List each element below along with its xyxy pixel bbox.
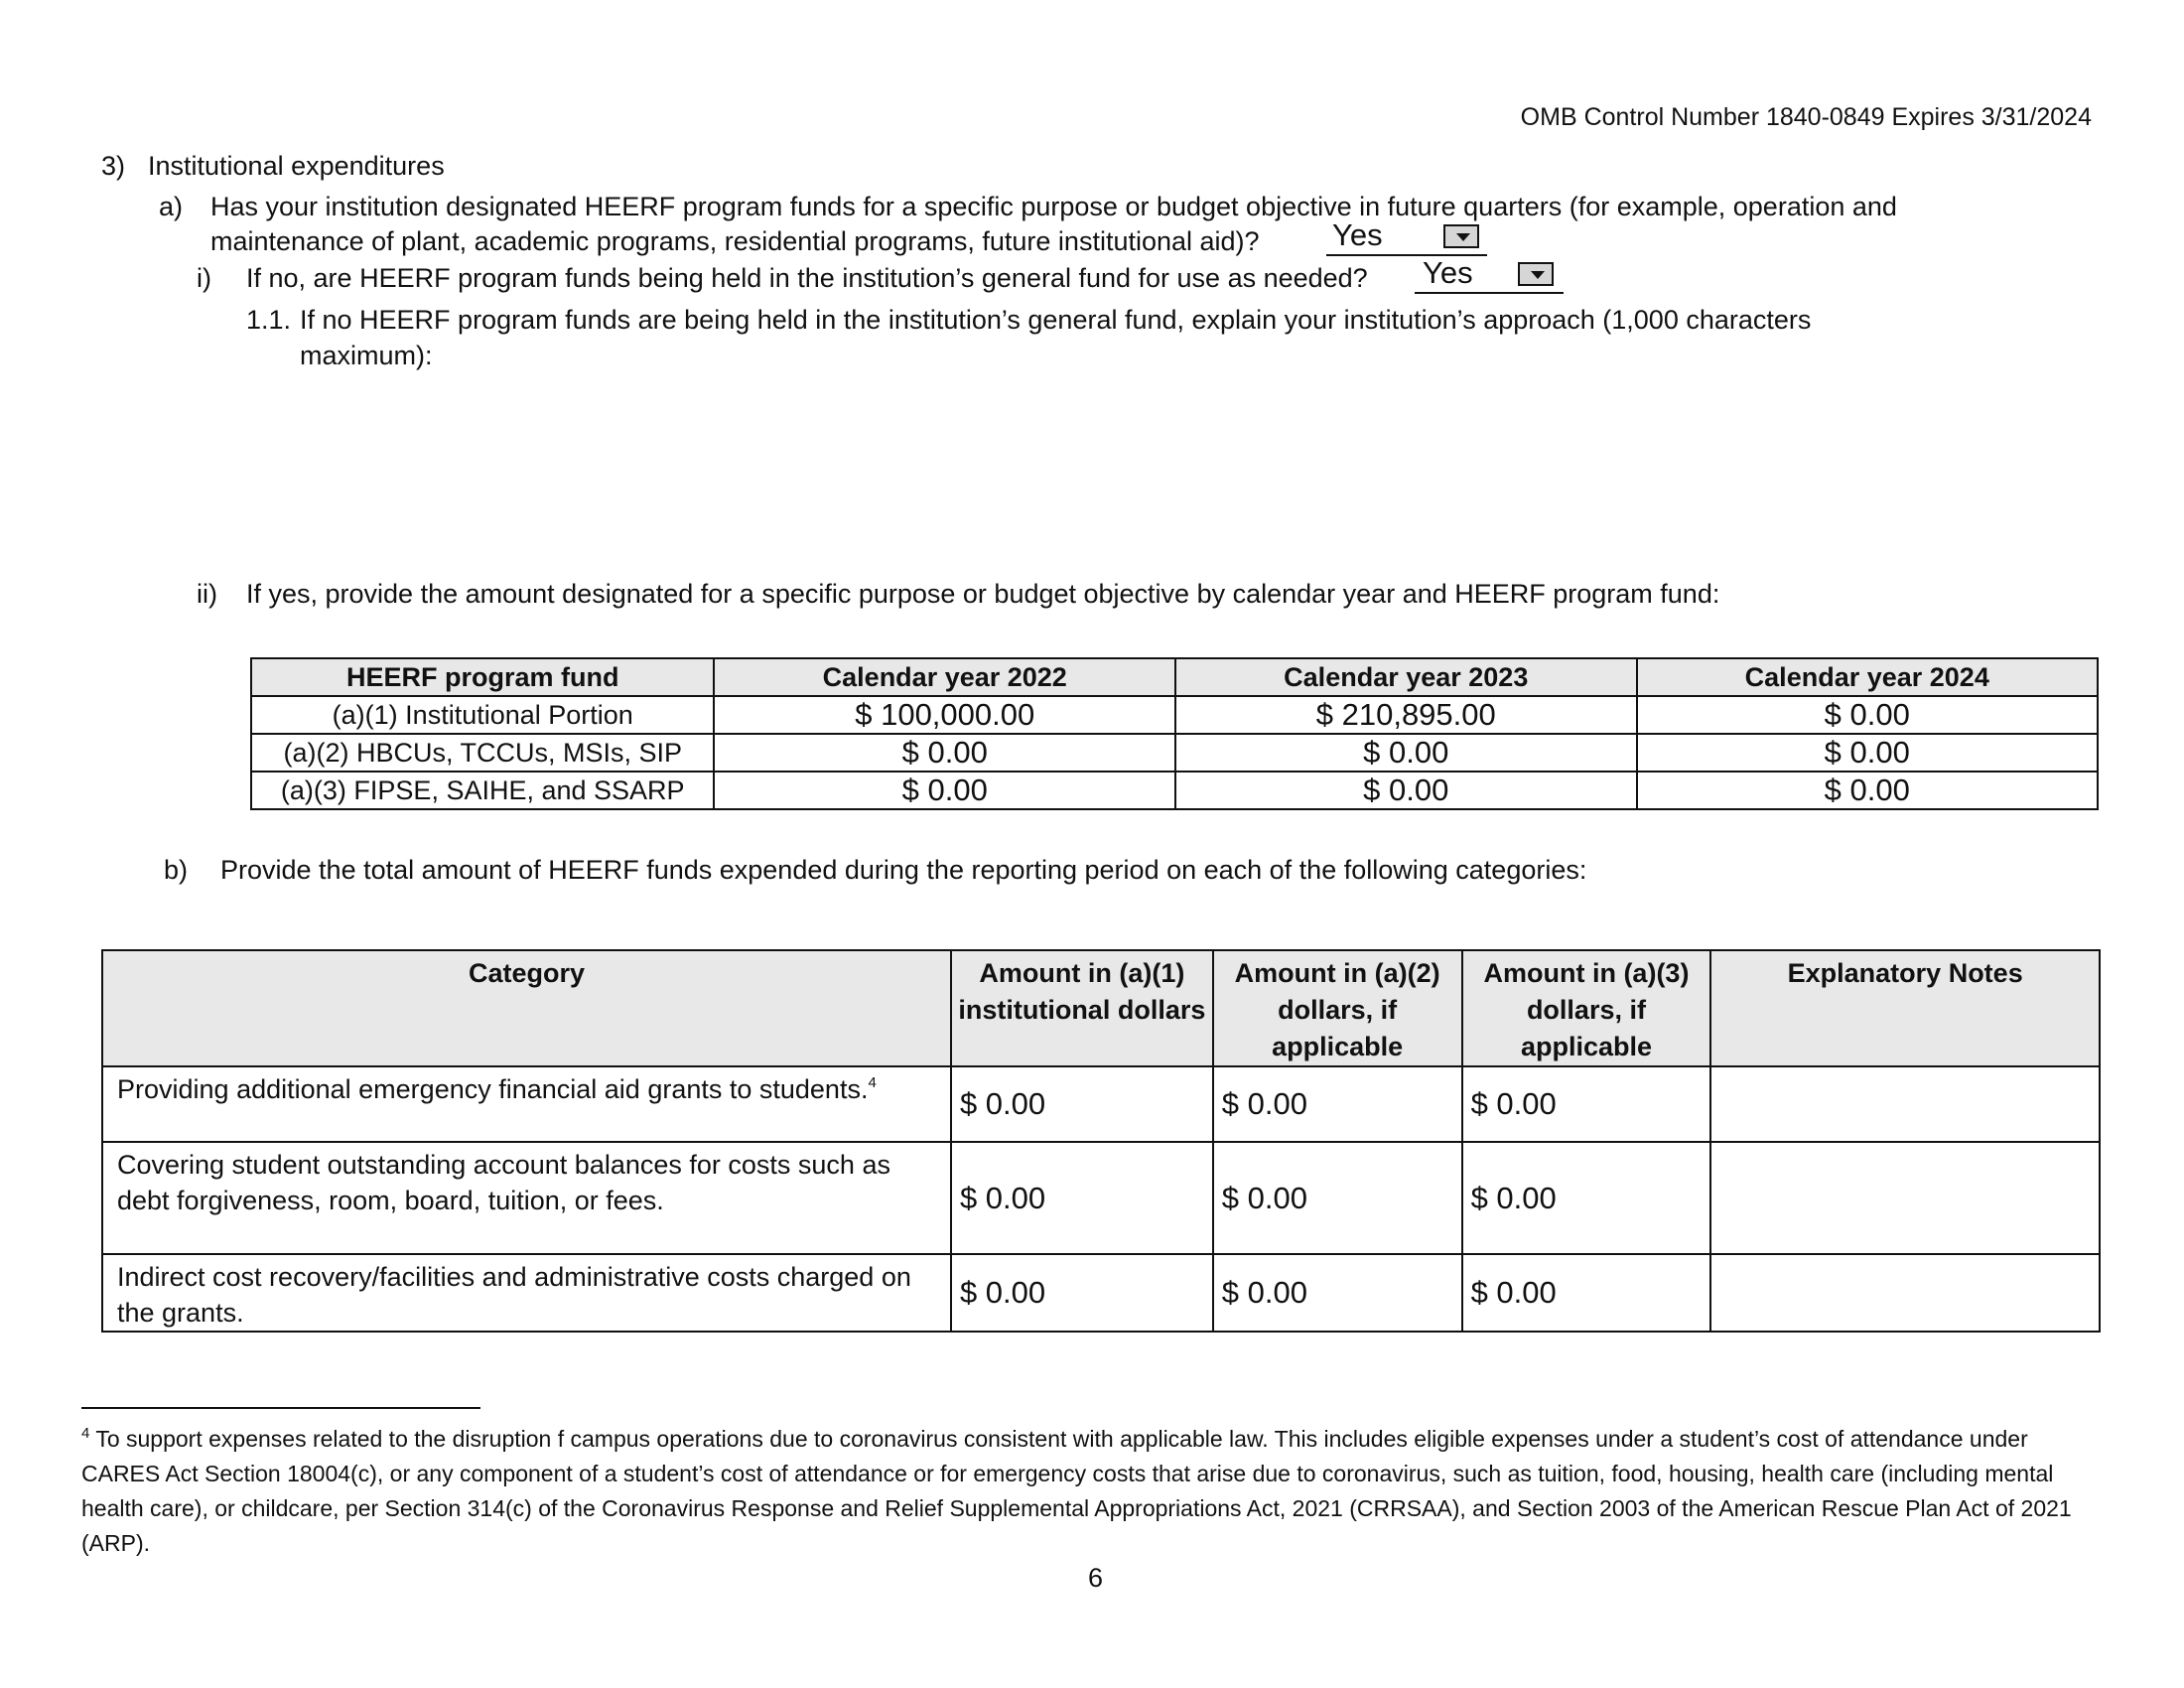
col-header-2023: Calendar year 2023 — [1175, 658, 1637, 696]
amount-field[interactable]: $ 0.00 — [1462, 1142, 1711, 1254]
col-header-a1-line2: institutional dollars — [958, 995, 1206, 1025]
question-a-line1: Has your institution designated HEERF program funds for a specific purpose or budget objective in future quarters (for example, operation and — [210, 192, 1897, 221]
table-row — [251, 772, 2098, 809]
amount-field[interactable]: $ 0.00 — [1213, 1142, 1462, 1254]
amount-field[interactable]: $ 0.00 — [714, 734, 1175, 772]
fund-name: (a)(2) HBCUs, TCCUs, MSIs, SIP — [251, 734, 714, 772]
table-header-row — [251, 658, 2098, 696]
question-ii-text: If yes, provide the amount designated for a specific purpose or budget objective by calendar year and HEERF program fund: — [246, 579, 1720, 609]
designated-funds-table — [250, 657, 2099, 810]
table-header-row — [102, 950, 2100, 1066]
amount-field[interactable]: $ 0.00 — [1175, 734, 1637, 772]
question-i-text: If no, are HEERF program funds being held in the institution’s general fund for use as needed? — [246, 263, 1368, 293]
amount-field[interactable]: $ 0.00 — [714, 772, 1175, 809]
col-header-category: Category — [102, 950, 951, 1066]
category-text: Providing additional emergency financial aid grants to students. — [117, 1074, 869, 1104]
category-cell — [102, 1066, 951, 1142]
dropdown-arrow-icon[interactable] — [1518, 262, 1554, 286]
col-header-a2-line3: applicable — [1272, 1032, 1404, 1061]
dropdown-arrow-icon[interactable] — [1443, 224, 1479, 248]
col-header-a1-line1: Amount in (a)(1) — [979, 958, 1185, 988]
amount-field[interactable]: $ 0.00 — [1213, 1254, 1462, 1332]
amount-field[interactable]: $ 0.00 — [951, 1066, 1213, 1142]
amount-field[interactable]: $ 0.00 — [1175, 772, 1637, 809]
col-header-a3-line3: applicable — [1520, 1032, 1652, 1061]
explanatory-notes-field[interactable] — [1710, 1066, 2100, 1142]
question-1-1-line2: maximum): — [300, 341, 433, 370]
question-a-line2: maintenance of plant, academic programs, residential programs, future institutional aid)? — [210, 226, 1260, 256]
amount-field[interactable]: $ 0.00 — [1637, 696, 2098, 734]
table-row — [251, 696, 2098, 734]
question-i-dropdown[interactable] — [1415, 256, 1564, 294]
footnote-marker: 4 — [868, 1074, 877, 1091]
table-row — [102, 1142, 2100, 1254]
col-header-a3-line2: dollars, if — [1526, 995, 1646, 1025]
section-title: Institutional expenditures — [148, 151, 445, 181]
col-header-notes: Explanatory Notes — [1710, 950, 2100, 1066]
amount-field[interactable]: $ 0.00 — [1213, 1066, 1462, 1142]
category-text: Indirect cost recovery/facilities and administrative costs charged on the grants. — [117, 1262, 911, 1328]
explanatory-notes-field[interactable] — [1710, 1142, 2100, 1254]
col-header-2022: Calendar year 2022 — [714, 658, 1175, 696]
footnote-text: To support expenses related to the disruption f campus operations due to coronavirus consistent with applicable law. This includes eligible expenses under a student’s cost of attendance under CARES Act Section 18004(c), or any component of a student’s cost of attendance or for emergency costs that arise due to coronavirus, such as tuition, food, housing, health care (including mental health care), or childcare, per Section 314(c) of the Coronavirus Response and Relief Supplemental Appropriations Act, 2021 (CRRSAA), and Section 2003 of the American Rescue Plan Act of 2021 (ARP). — [81, 1426, 2072, 1556]
question-a-answer: Yes — [1332, 217, 1383, 252]
table-row — [102, 1066, 2100, 1142]
col-header-a3-line1: Amount in (a)(3) — [1483, 958, 1690, 988]
category-cell — [102, 1254, 951, 1332]
amount-field[interactable]: $ 210,895.00 — [1175, 696, 1637, 734]
page-number: 6 — [1088, 1563, 1104, 1593]
col-header-a2-line1: Amount in (a)(2) — [1234, 958, 1440, 988]
fund-name: (a)(1) Institutional Portion — [251, 696, 714, 734]
col-header-a2-line2: dollars, if — [1278, 995, 1398, 1025]
footnote-divider — [81, 1407, 480, 1409]
question-a-label: a) — [159, 192, 184, 221]
fund-name: (a)(3) FIPSE, SAIHE, and SSARP — [251, 772, 714, 809]
expenditures-table — [101, 949, 2101, 1333]
amount-field[interactable]: $ 0.00 — [1462, 1254, 1711, 1332]
amount-field[interactable]: $ 0.00 — [951, 1142, 1213, 1254]
amount-field[interactable]: $ 0.00 — [1637, 734, 2098, 772]
col-header-fund: HEERF program fund — [251, 658, 714, 696]
explanation-text-area[interactable] — [300, 382, 2087, 551]
category-cell — [102, 1142, 951, 1254]
question-b-label: b) — [164, 855, 189, 885]
question-ii-label: ii) — [197, 579, 217, 609]
amount-field[interactable]: $ 0.00 — [1462, 1066, 1711, 1142]
col-header-2024: Calendar year 2024 — [1637, 658, 2098, 696]
col-header-a1 — [951, 950, 1213, 1066]
col-header-a3 — [1462, 950, 1711, 1066]
explanatory-notes-field[interactable] — [1710, 1254, 2100, 1332]
section-number: 3) — [101, 151, 126, 181]
question-i-label: i) — [197, 263, 211, 293]
question-a-dropdown[interactable] — [1326, 217, 1487, 256]
table-row — [102, 1254, 2100, 1332]
table-row — [251, 734, 2098, 772]
footnote — [81, 1422, 2112, 1561]
omb-control-number: OMB Control Number 1840-0849 Expires 3/31/2024 — [1520, 103, 2092, 131]
question-b-text: Provide the total amount of HEERF funds expended during the reporting period on each of the following categories: — [220, 855, 1587, 885]
question-1-1-label: 1.1. — [246, 305, 292, 335]
amount-field[interactable]: $ 0.00 — [951, 1254, 1213, 1332]
question-i-answer: Yes — [1423, 255, 1473, 290]
col-header-a2 — [1213, 950, 1462, 1066]
question-1-1-line1: If no HEERF program funds are being held in the institution’s general fund, explain your institution’s approach (1,000 characters — [300, 305, 1812, 335]
category-text: Covering student outstanding account balances for costs such as debt forgiveness, room, board, tuition, or fees. — [117, 1150, 890, 1215]
amount-field[interactable]: $ 100,000.00 — [714, 696, 1175, 734]
footnote-marker: 4 — [81, 1425, 90, 1442]
amount-field[interactable]: $ 0.00 — [1637, 772, 2098, 809]
